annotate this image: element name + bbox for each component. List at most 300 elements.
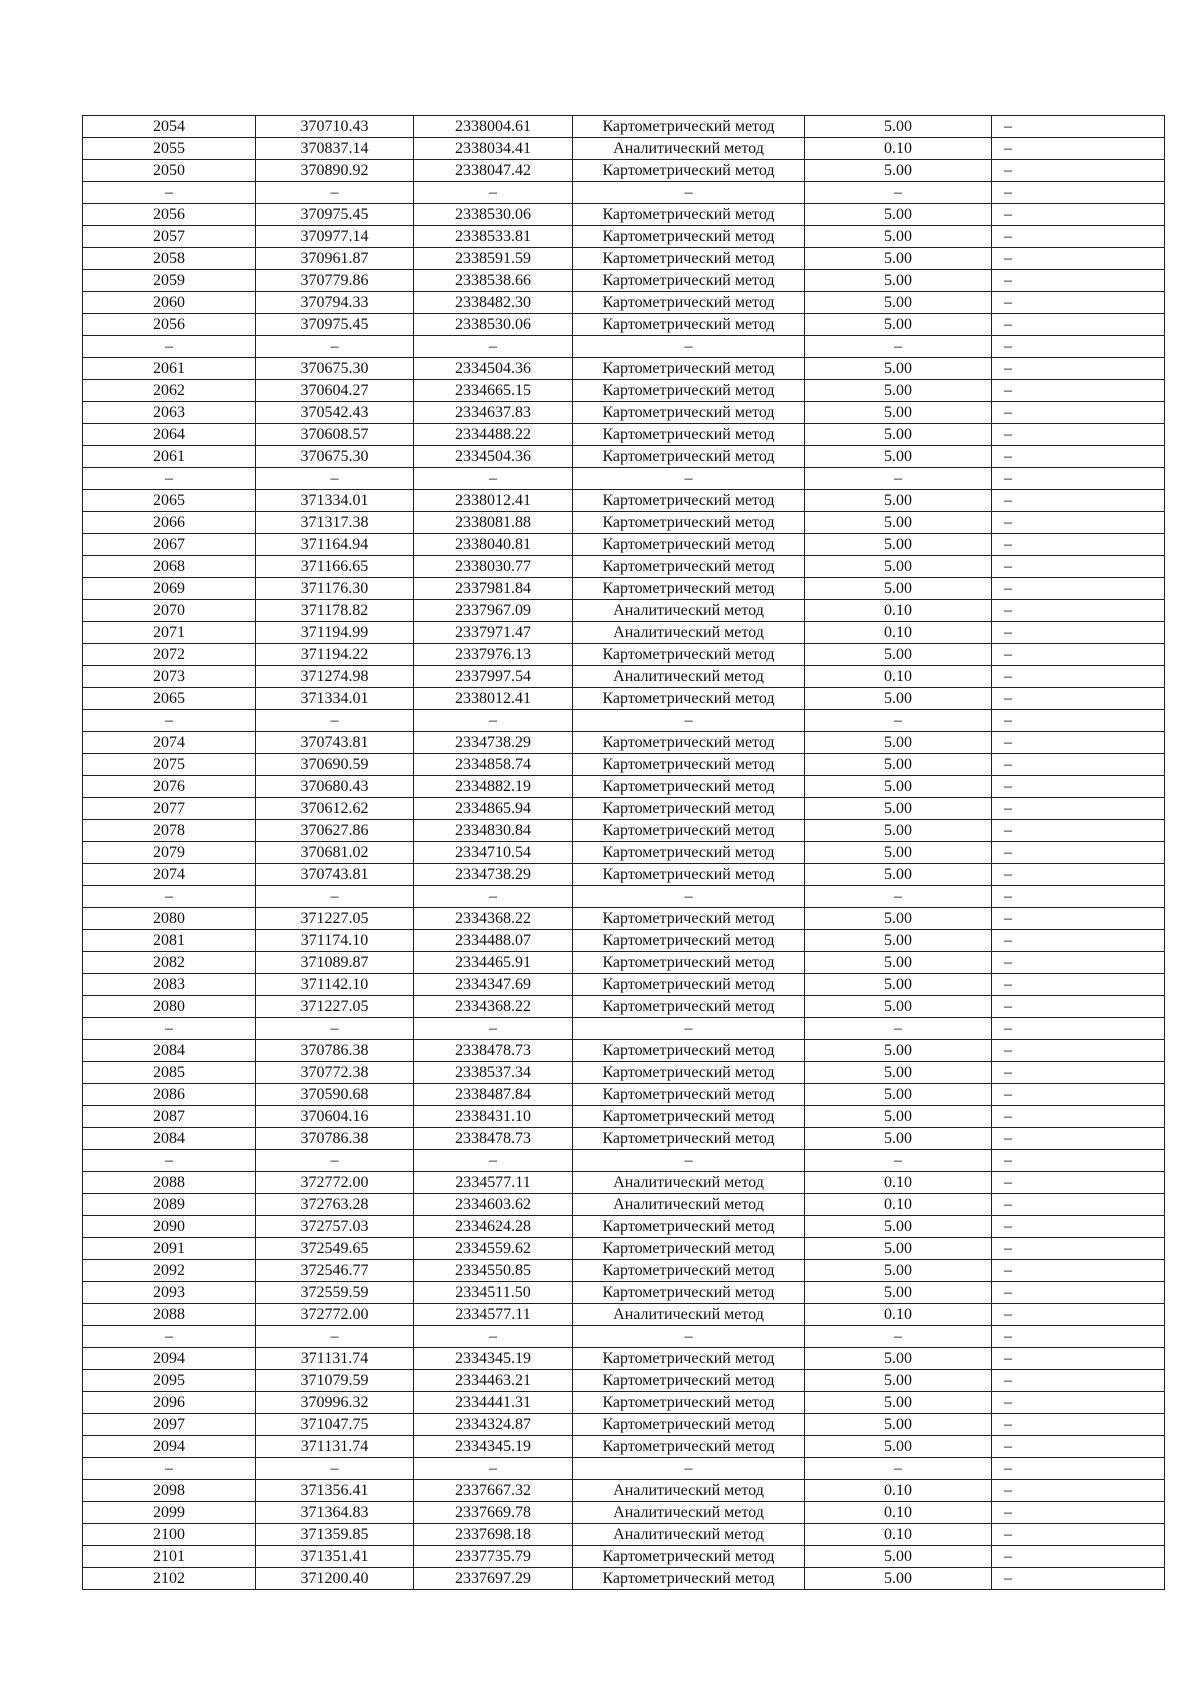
description-cell: – [992,1282,1165,1304]
y-coordinate-cell: – [414,710,573,732]
accuracy-cell: 0.10 [805,666,992,688]
method-cell: Аналитический метод [573,600,805,622]
x-coordinate-cell: 370975.45 [256,204,414,226]
point-number-cell: 2097 [83,1414,256,1436]
accuracy-cell: 5.00 [805,490,992,512]
x-coordinate-cell: 370681.02 [256,842,414,864]
y-coordinate-cell: 2338012.41 [414,490,573,512]
description-cell: – [992,1150,1165,1172]
accuracy-cell: 5.00 [805,556,992,578]
table-row [83,138,1165,160]
accuracy-cell: 5.00 [805,798,992,820]
table-row [83,644,1165,666]
x-coordinate-cell: 370710.43 [256,116,414,138]
method-cell: Картометрический метод [573,1238,805,1260]
table-row [83,182,1165,204]
method-cell: Картометрический метод [573,930,805,952]
accuracy-cell: 5.00 [805,996,992,1018]
x-coordinate-cell: 370975.45 [256,314,414,336]
description-cell: – [992,1062,1165,1084]
y-coordinate-cell: 2334550.85 [414,1260,573,1282]
y-coordinate-cell: – [414,886,573,908]
y-coordinate-cell: 2334347.69 [414,974,573,996]
point-number-cell: 2084 [83,1040,256,1062]
y-coordinate-cell: 2338047.42 [414,160,573,182]
point-number-cell: 2060 [83,292,256,314]
y-coordinate-cell: 2338030.77 [414,556,573,578]
x-coordinate-cell: 370604.16 [256,1106,414,1128]
point-number-cell: 2078 [83,820,256,842]
method-cell: Картометрический метод [573,1062,805,1084]
table-row [83,512,1165,534]
method-cell: Картометрический метод [573,402,805,424]
accuracy-cell: 0.10 [805,1502,992,1524]
x-coordinate-cell: 372772.00 [256,1172,414,1194]
method-cell: Аналитический метод [573,1172,805,1194]
method-cell: Картометрический метод [573,270,805,292]
table-row [83,622,1165,644]
method-cell: – [573,182,805,204]
table-row [83,886,1165,908]
y-coordinate-cell: 2338538.66 [414,270,573,292]
table-row [83,1304,1165,1326]
method-cell: Картометрический метод [573,996,805,1018]
method-cell: Картометрический метод [573,908,805,930]
method-cell: Картометрический метод [573,248,805,270]
point-number-cell: 2090 [83,1216,256,1238]
table-row [83,798,1165,820]
point-number-cell: 2089 [83,1194,256,1216]
method-cell: Картометрический метод [573,1282,805,1304]
description-cell: – [992,732,1165,754]
point-number-cell: 2096 [83,1392,256,1414]
accuracy-cell: 5.00 [805,732,992,754]
table-row [83,578,1165,600]
accuracy-cell: 5.00 [805,1084,992,1106]
description-cell: – [992,1172,1165,1194]
point-number-cell: 2072 [83,644,256,666]
x-coordinate-cell: 371194.22 [256,644,414,666]
accuracy-cell: 0.10 [805,1194,992,1216]
x-coordinate-cell: 371089.87 [256,952,414,974]
accuracy-cell: 5.00 [805,1414,992,1436]
method-cell: Картометрический метод [573,204,805,226]
accuracy-cell: 0.10 [805,1304,992,1326]
table-row [83,556,1165,578]
y-coordinate-cell: 2334324.87 [414,1414,573,1436]
y-coordinate-cell: 2337967.09 [414,600,573,622]
point-number-cell: 2080 [83,908,256,930]
y-coordinate-cell: 2338004.61 [414,116,573,138]
table-row [83,1392,1165,1414]
table-row [83,424,1165,446]
description-cell: – [992,358,1165,380]
method-cell: – [573,886,805,908]
x-coordinate-cell: 372559.59 [256,1282,414,1304]
description-cell: – [992,1260,1165,1282]
accuracy-cell: 5.00 [805,204,992,226]
y-coordinate-cell: 2337697.29 [414,1568,573,1590]
table-row [83,1370,1165,1392]
x-coordinate-cell: – [256,1458,414,1480]
y-coordinate-cell: 2338482.30 [414,292,573,314]
method-cell: Картометрический метод [573,314,805,336]
method-cell: Картометрический метод [573,424,805,446]
table-row [83,1524,1165,1546]
y-coordinate-cell: 2338530.06 [414,314,573,336]
table-row [83,820,1165,842]
y-coordinate-cell: 2334624.28 [414,1216,573,1238]
point-number-cell: 2064 [83,424,256,446]
accuracy-cell: 5.00 [805,776,992,798]
accuracy-cell: – [805,1018,992,1040]
y-coordinate-cell: 2334830.84 [414,820,573,842]
description-cell: – [992,644,1165,666]
x-coordinate-cell: 370786.38 [256,1040,414,1062]
accuracy-cell: 5.00 [805,248,992,270]
point-number-cell: 2056 [83,204,256,226]
method-cell: Картометрический метод [573,754,805,776]
point-number-cell: 2088 [83,1172,256,1194]
point-number-cell: 2087 [83,1106,256,1128]
point-number-cell: 2069 [83,578,256,600]
y-coordinate-cell: – [414,1458,573,1480]
point-number-cell: 2093 [83,1282,256,1304]
accuracy-cell: 5.00 [805,952,992,974]
y-coordinate-cell: 2334511.50 [414,1282,573,1304]
table-row [83,974,1165,996]
x-coordinate-cell: 370612.62 [256,798,414,820]
accuracy-cell: 5.00 [805,908,992,930]
x-coordinate-cell: 371359.85 [256,1524,414,1546]
accuracy-cell: 5.00 [805,1568,992,1590]
point-number-cell: 2095 [83,1370,256,1392]
point-number-cell: 2074 [83,732,256,754]
description-cell: – [992,1568,1165,1590]
y-coordinate-cell: 2334368.22 [414,996,573,1018]
y-coordinate-cell: 2338530.06 [414,204,573,226]
point-number-cell: 2061 [83,358,256,380]
method-cell: Картометрический метод [573,798,805,820]
y-coordinate-cell: 2338040.81 [414,534,573,556]
x-coordinate-cell: 372549.65 [256,1238,414,1260]
x-coordinate-cell: 370675.30 [256,446,414,468]
x-coordinate-cell: 371047.75 [256,1414,414,1436]
x-coordinate-cell: 370772.38 [256,1062,414,1084]
method-cell: – [573,710,805,732]
point-number-cell: 2066 [83,512,256,534]
table-row [83,292,1165,314]
y-coordinate-cell: 2334603.62 [414,1194,573,1216]
accuracy-cell: 5.00 [805,1216,992,1238]
coordinates-table [82,115,1165,1590]
table-row [83,930,1165,952]
point-number-cell: 2074 [83,864,256,886]
description-cell: – [992,666,1165,688]
accuracy-cell: 5.00 [805,116,992,138]
table-row [83,1238,1165,1260]
method-cell: Картометрический метод [573,1546,805,1568]
accuracy-cell: 5.00 [805,1238,992,1260]
x-coordinate-cell: 371317.38 [256,512,414,534]
method-cell: Картометрический метод [573,1414,805,1436]
table-row [83,1414,1165,1436]
x-coordinate-cell: 370890.92 [256,160,414,182]
y-coordinate-cell: – [414,1018,573,1040]
method-cell: – [573,1018,805,1040]
accuracy-cell: 5.00 [805,1106,992,1128]
accuracy-cell: 5.00 [805,842,992,864]
table-row [83,204,1165,226]
x-coordinate-cell: 371351.41 [256,1546,414,1568]
table-row [83,446,1165,468]
description-cell: – [992,1546,1165,1568]
point-number-cell: 2076 [83,776,256,798]
x-coordinate-cell: 372757.03 [256,1216,414,1238]
x-coordinate-cell: 371176.30 [256,578,414,600]
description-cell: – [992,798,1165,820]
point-number-cell: 2091 [83,1238,256,1260]
point-number-cell: – [83,1458,256,1480]
point-number-cell: – [83,710,256,732]
method-cell: Картометрический метод [573,1106,805,1128]
y-coordinate-cell: 2334577.11 [414,1304,573,1326]
x-coordinate-cell: 372772.00 [256,1304,414,1326]
point-number-cell: 2101 [83,1546,256,1568]
table-row [83,1282,1165,1304]
y-coordinate-cell: 2337971.47 [414,622,573,644]
y-coordinate-cell: – [414,1326,573,1348]
point-number-cell: 2063 [83,402,256,424]
x-coordinate-cell: 370675.30 [256,358,414,380]
description-cell: – [992,710,1165,732]
table-row [83,732,1165,754]
description-cell: – [992,314,1165,336]
y-coordinate-cell: 2337981.84 [414,578,573,600]
x-coordinate-cell: 371356.41 [256,1480,414,1502]
method-cell: Картометрический метод [573,1040,805,1062]
point-number-cell: – [83,182,256,204]
table-row [83,1018,1165,1040]
description-cell: – [992,182,1165,204]
method-cell: Картометрический метод [573,1128,805,1150]
method-cell: Картометрический метод [573,512,805,534]
description-cell: – [992,974,1165,996]
y-coordinate-cell: 2338533.81 [414,226,573,248]
x-coordinate-cell: 370961.87 [256,248,414,270]
description-cell: – [992,622,1165,644]
x-coordinate-cell: – [256,710,414,732]
x-coordinate-cell: 372763.28 [256,1194,414,1216]
accuracy-cell: 5.00 [805,424,992,446]
accuracy-cell: 5.00 [805,380,992,402]
description-cell: – [992,1480,1165,1502]
accuracy-cell: 0.10 [805,600,992,622]
description-cell: – [992,930,1165,952]
description-cell: – [992,1502,1165,1524]
description-cell: – [992,820,1165,842]
y-coordinate-cell: 2334368.22 [414,908,573,930]
y-coordinate-cell: 2338034.41 [414,138,573,160]
description-cell: – [992,1524,1165,1546]
table-row [83,1150,1165,1172]
point-number-cell: 2062 [83,380,256,402]
table-row [83,116,1165,138]
y-coordinate-cell: 2334345.19 [414,1436,573,1458]
point-number-cell: 2077 [83,798,256,820]
x-coordinate-cell: – [256,1018,414,1040]
description-cell: – [992,1238,1165,1260]
point-number-cell: – [83,1018,256,1040]
description-cell: – [992,292,1165,314]
method-cell: Картометрический метод [573,1436,805,1458]
accuracy-cell: 5.00 [805,1546,992,1568]
table-row [83,754,1165,776]
method-cell: Картометрический метод [573,358,805,380]
y-coordinate-cell: 2334637.83 [414,402,573,424]
y-coordinate-cell: 2334441.31 [414,1392,573,1414]
table-row [83,160,1165,182]
y-coordinate-cell: – [414,468,573,490]
y-coordinate-cell: 2334345.19 [414,1348,573,1370]
method-cell: Картометрический метод [573,1260,805,1282]
accuracy-cell: 5.00 [805,1348,992,1370]
accuracy-cell: 5.00 [805,688,992,710]
table-row [83,1084,1165,1106]
point-number-cell: 2084 [83,1128,256,1150]
description-cell: – [992,490,1165,512]
method-cell: Картометрический метод [573,1084,805,1106]
method-cell: Картометрический метод [573,1392,805,1414]
accuracy-cell: 5.00 [805,1128,992,1150]
point-number-cell: – [83,886,256,908]
x-coordinate-cell: 370680.43 [256,776,414,798]
method-cell: Картометрический метод [573,864,805,886]
y-coordinate-cell: 2334665.15 [414,380,573,402]
description-cell: – [992,1326,1165,1348]
description-cell: – [992,402,1165,424]
method-cell: Картометрический метод [573,842,805,864]
method-cell: Картометрический метод [573,776,805,798]
table-row [83,952,1165,974]
point-number-cell: 2057 [83,226,256,248]
y-coordinate-cell: 2338478.73 [414,1040,573,1062]
x-coordinate-cell: – [256,468,414,490]
x-coordinate-cell: 370743.81 [256,732,414,754]
point-number-cell: 2067 [83,534,256,556]
point-number-cell: 2059 [83,270,256,292]
accuracy-cell: 5.00 [805,1436,992,1458]
y-coordinate-cell: 2334463.21 [414,1370,573,1392]
y-coordinate-cell: 2334865.94 [414,798,573,820]
y-coordinate-cell: – [414,336,573,358]
x-coordinate-cell: 370743.81 [256,864,414,886]
point-number-cell: 2099 [83,1502,256,1524]
y-coordinate-cell: 2334738.29 [414,732,573,754]
method-cell: Картометрический метод [573,578,805,600]
point-number-cell: 2080 [83,996,256,1018]
accuracy-cell: 0.10 [805,622,992,644]
method-cell: Картометрический метод [573,556,805,578]
table-row [83,600,1165,622]
x-coordinate-cell: – [256,336,414,358]
description-cell: – [992,446,1165,468]
description-cell: – [992,116,1165,138]
description-cell: – [992,842,1165,864]
accuracy-cell: 5.00 [805,534,992,556]
method-cell: – [573,1458,805,1480]
table-row [83,1326,1165,1348]
accuracy-cell: 5.00 [805,644,992,666]
table-row [83,270,1165,292]
point-number-cell: 2054 [83,116,256,138]
point-number-cell: – [83,1150,256,1172]
y-coordinate-cell: 2334738.29 [414,864,573,886]
accuracy-cell: 5.00 [805,446,992,468]
description-cell: – [992,1414,1165,1436]
description-cell: – [992,1458,1165,1480]
x-coordinate-cell: 371364.83 [256,1502,414,1524]
x-coordinate-cell: – [256,1326,414,1348]
description-cell: – [992,1018,1165,1040]
y-coordinate-cell: 2334577.11 [414,1172,573,1194]
method-cell: Картометрический метод [573,820,805,842]
x-coordinate-cell: 371227.05 [256,996,414,1018]
description-cell: – [992,952,1165,974]
description-cell: – [992,1370,1165,1392]
table-row [83,1502,1165,1524]
method-cell: – [573,336,805,358]
x-coordinate-cell: 371131.74 [256,1436,414,1458]
method-cell: – [573,468,805,490]
point-number-cell: 2055 [83,138,256,160]
y-coordinate-cell: 2334465.91 [414,952,573,974]
accuracy-cell: – [805,1326,992,1348]
accuracy-cell: 5.00 [805,864,992,886]
y-coordinate-cell: – [414,1150,573,1172]
point-number-cell: – [83,336,256,358]
point-number-cell: 2065 [83,688,256,710]
y-coordinate-cell: 2334882.19 [414,776,573,798]
accuracy-cell: – [805,886,992,908]
description-cell: – [992,688,1165,710]
point-number-cell: 2092 [83,1260,256,1282]
method-cell: Картометрический метод [573,160,805,182]
description-cell: – [992,204,1165,226]
accuracy-cell: 5.00 [805,1370,992,1392]
y-coordinate-cell: 2337698.18 [414,1524,573,1546]
x-coordinate-cell: 370542.43 [256,402,414,424]
table-row [83,1458,1165,1480]
method-cell: Аналитический метод [573,622,805,644]
method-cell: Аналитический метод [573,1502,805,1524]
y-coordinate-cell: 2334559.62 [414,1238,573,1260]
description-cell: – [992,248,1165,270]
accuracy-cell: – [805,1150,992,1172]
x-coordinate-cell: – [256,886,414,908]
x-coordinate-cell: 370794.33 [256,292,414,314]
description-cell: – [992,138,1165,160]
coordinates-table-container [82,115,1164,1590]
x-coordinate-cell: – [256,1150,414,1172]
accuracy-cell: 5.00 [805,512,992,534]
x-coordinate-cell: 371142.10 [256,974,414,996]
description-cell: – [992,1194,1165,1216]
accuracy-cell: 0.10 [805,1480,992,1502]
y-coordinate-cell: 2338081.88 [414,512,573,534]
description-cell: – [992,1084,1165,1106]
x-coordinate-cell: 370977.14 [256,226,414,248]
